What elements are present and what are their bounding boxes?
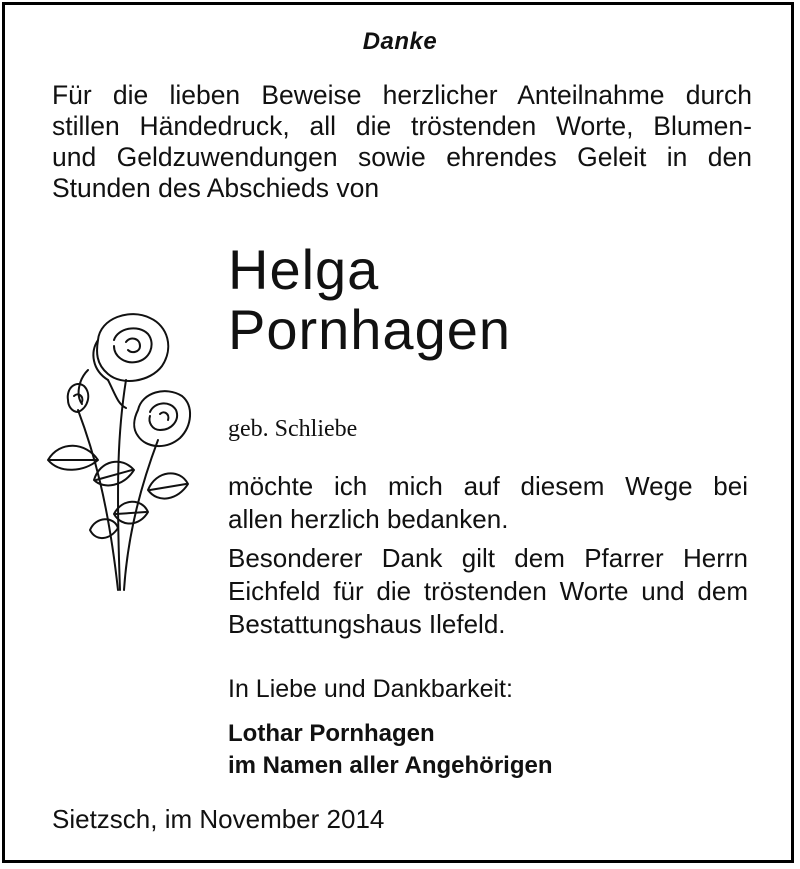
signature-name: Lothar Pornhagen [228,720,435,747]
closing-line: In Liebe und Dankbarkeit: [228,675,513,703]
special-thanks-line: Besonderer Dank gilt dem Pfarrer Herrn [228,543,748,573]
special-thanks-line: Eichfeld für die tröstenden Worte und dem [228,576,748,606]
intro-line: stillen Händedruck, all die tröstenden Worte, Blumen- [52,111,752,141]
intro-line: Stunden des Abschieds von [52,173,380,203]
thanks-line: allen herzlich bedanken. [228,504,509,534]
deceased-name [228,240,511,360]
special-thanks-paragraph [228,542,748,641]
roses-illustration-icon [38,300,198,600]
intro-line: und Geldzuwendungen sowie ehrendes Geleit in den [52,142,752,172]
signature-note: im Namen aller Angehörigen [228,752,553,779]
intro-line: Für die lieben Beweise herzlicher Anteilnahme durch [52,80,752,110]
signature [228,718,553,782]
deceased-last-name: Pornhagen [228,298,512,361]
deceased-first-name: Helga [228,238,380,301]
special-thanks-line: Bestattungshaus Ilefeld. [228,609,506,639]
intro-paragraph [52,80,752,204]
thanks-paragraph [228,470,748,536]
birth-name: geb. Schliebe [228,416,358,442]
place-date: Sietzsch, im November 2014 [52,804,385,834]
thanks-line: möchte ich mich auf diesem Wege bei [228,471,748,501]
notice-heading: Danke [362,28,438,55]
